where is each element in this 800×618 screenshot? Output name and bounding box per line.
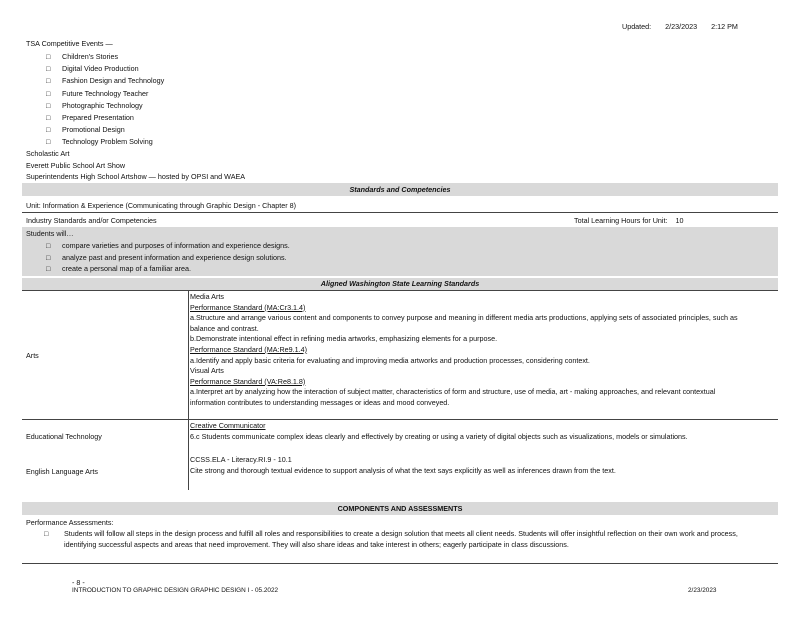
students-list	[46, 240, 290, 275]
standard-text: b.Demonstrate intentional effect in refining media artworks, emphasizing elements for a purpose.	[190, 334, 498, 344]
total-hours-label: Total Learning Hours for Unit:	[574, 216, 668, 225]
list-item: □ Future Technology Teacher	[46, 88, 164, 100]
list-item: □ Promotional Design	[46, 124, 164, 136]
edtech-cell	[190, 421, 750, 442]
bullet-icon: □	[44, 529, 49, 538]
everett-line: Everett Public School Art Show	[26, 161, 126, 170]
performance-text: Students will follow all steps in the design process and fulfill all roles and responsibilities to create a design solution that meets all client needs. Students will offer insightful reflection on their own work and process, identifying successful aspects and areas that need improvement. They will also share ideas and take interest in others; eagerly participate in class discussions.	[64, 529, 738, 549]
aligned-title: Aligned Washington State Learning Standards	[320, 279, 480, 288]
updated-line	[622, 22, 750, 31]
edtech-heading: Creative Communicator	[190, 421, 266, 430]
bullet-icon: □	[46, 252, 51, 262]
list-item: □ analyze past and present information and experience design solutions.	[46, 252, 287, 262]
divider	[22, 419, 778, 420]
bullet-icon: □	[46, 264, 51, 274]
students-title: Students will…	[26, 229, 74, 238]
bullet-icon: □	[46, 137, 51, 147]
ela-cell	[190, 455, 750, 476]
divider	[22, 212, 778, 213]
ela-label: English Language Arts	[26, 467, 98, 476]
competitions-title: TSA Competitive Events —	[26, 39, 113, 48]
divider	[22, 290, 778, 291]
bullet-icon: □	[46, 125, 51, 135]
unit-line: Unit: Information & Experience (Communicating through Graphic Design - Chapter 8)	[26, 201, 297, 210]
media-arts-heading: Media Arts	[190, 292, 224, 301]
updated-label: Updated:	[622, 22, 652, 31]
standard-text: a.Structure and arrange various content and components to convey purpose and meaning in different media arts productions, applying sets of associated principles, such as balance and contrast.	[190, 313, 738, 333]
visual-arts-heading: Visual Arts	[190, 366, 224, 376]
aligned-bar	[22, 278, 778, 290]
list-item: □ Digital Video Production	[46, 63, 164, 75]
scholastic-line: Scholastic Art	[26, 149, 70, 158]
edtech-text: 6.c Students communicate complex ideas clearly and effectively by creating or using a variety of digital objects such as visualizations, models or simulations.	[190, 431, 688, 441]
list-item: □ compare varieties and purposes of information and experience designs.	[46, 241, 290, 250]
superintendents-line: Superintendents High School Artshow — hosted by OPSI and WAEA	[26, 172, 246, 181]
performance-title: Performance Assessments:	[26, 518, 114, 527]
bullet-icon: □	[46, 112, 51, 122]
standards-bar	[22, 183, 778, 196]
bullet-icon: □	[46, 76, 51, 86]
arts-label: Arts	[26, 351, 39, 360]
list-item: □ create a personal map of a familiar area.	[46, 264, 192, 274]
components-bar	[22, 502, 778, 515]
total-hours	[574, 216, 683, 225]
bullet-icon: □	[46, 64, 51, 74]
column-divider	[188, 290, 189, 490]
edtech-label: Educational Technology	[26, 432, 102, 441]
standard-text: a.Interpret art by analyzing how the interaction of subject matter, characteristics of form and structure, use of media, art - making approaches, and relevant contextual information contributes to understanding messages or ideas and mood conveyed.	[190, 387, 716, 407]
bullet-icon: □	[46, 100, 51, 110]
standard-heading: Performance Standard (MA:Re9.1.4)	[190, 344, 308, 354]
standard-heading: Performance Standard (MA:Cr3.1.4)	[190, 302, 306, 312]
competitions-list	[46, 51, 164, 149]
divider	[22, 563, 778, 564]
bullet-icon: □	[46, 241, 51, 250]
ela-text: Cite strong and thorough textual evidence to support analysis of what the text says explicitly as well as inferences drawn from the text.	[190, 465, 616, 475]
page-number: - 8 -	[72, 578, 85, 587]
updated-time: 2:12 PM	[711, 22, 738, 31]
standard-heading: Performance Standard (VA:Re8.1.8)	[190, 376, 306, 386]
list-item: □ Technology Problem Solving	[46, 136, 164, 148]
ela-code: CCSS.ELA - Literacy.RI.9 - 10.1	[190, 455, 292, 464]
footer-date: 2/23/2023	[688, 587, 717, 594]
bullet-icon: □	[46, 52, 51, 61]
updated-date: 2/23/2023	[665, 22, 698, 31]
footer-left: INTRODUCTION TO GRAPHIC DESIGN GRAPHIC DESIGN I - 05.2022	[72, 587, 279, 594]
list-item: □ Prepared Presentation	[46, 112, 164, 124]
standards-title: Standards and Competencies	[349, 185, 451, 194]
list-item: □ Children's Stories	[46, 51, 164, 63]
list-item: □ Fashion Design and Technology	[46, 75, 164, 87]
total-hours-value: 10	[675, 216, 684, 225]
arts-cell	[190, 292, 750, 409]
bullet-icon: □	[46, 88, 51, 98]
industry-line: Industry Standards and/or Competencies	[26, 216, 157, 225]
list-item: □ Photographic Technology	[46, 100, 164, 112]
components-title: COMPONENTS AND ASSESSMENTS	[337, 504, 463, 513]
standard-text: a.Identify and apply basic criteria for evaluating and improving media artworks and production processes, considering context.	[190, 355, 590, 365]
